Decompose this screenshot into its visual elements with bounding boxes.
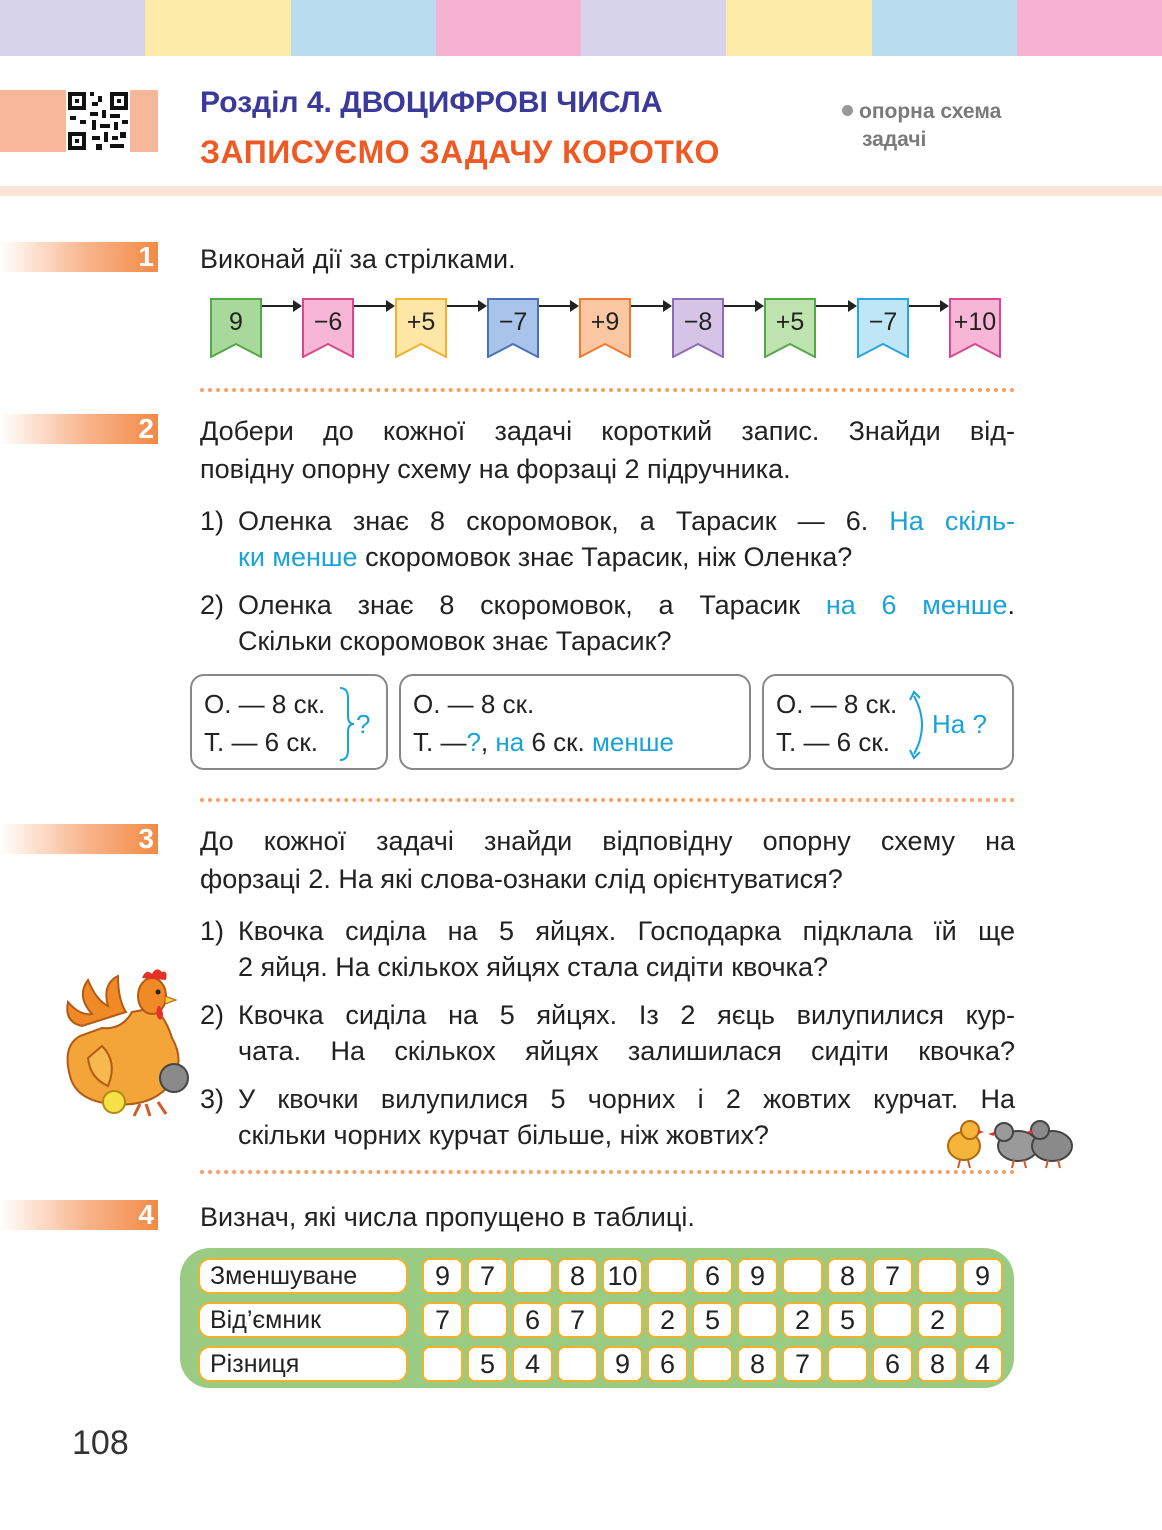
table-blank-cell[interactable] (467, 1302, 508, 1338)
top-stripe (872, 0, 1017, 56)
table-cell: 5 (827, 1302, 868, 1338)
top-stripe (726, 0, 871, 56)
task-2-problem-1-line-2 (238, 538, 852, 576)
table-blank-cell[interactable] (692, 1346, 733, 1382)
task-3-marker (0, 824, 158, 854)
table-blank-cell[interactable] (917, 1258, 958, 1294)
arrow-chain-flag[interactable] (764, 298, 816, 358)
table-cell: 7 (557, 1302, 598, 1338)
problem-text: скоромовок знає Тарасик, ніж Оленка? (365, 542, 853, 572)
flag-label: −6 (313, 308, 343, 336)
top-stripe (581, 0, 726, 56)
task-4-number: 4 (138, 1199, 154, 1230)
short-record-card-2[interactable] (399, 674, 751, 770)
hen-icon (62, 966, 196, 1118)
table-cell: 9 (602, 1346, 643, 1382)
arrow-chain-flag[interactable] (302, 298, 354, 358)
keyword-highlight: на (495, 727, 525, 757)
scheme-line-1: О. — 8 ск. (204, 689, 326, 719)
table-cell: 8 (827, 1258, 868, 1294)
table-cell: 8 (917, 1346, 958, 1382)
problem-number: 1) (200, 916, 225, 946)
page-number: 108 (72, 1424, 129, 1462)
scheme-line-2: Т. — 6 ск. (204, 727, 318, 757)
scheme-question: ? (356, 709, 371, 739)
section-title: Розділ 4. ДВОЦИФРОВІ ЧИСЛА (200, 86, 663, 119)
table-row-label: Від’ємник (198, 1302, 408, 1338)
table-blank-cell[interactable] (557, 1346, 598, 1382)
table-blank-cell[interactable] (737, 1302, 778, 1338)
table-cell: 4 (962, 1346, 1003, 1382)
table-cell: 9 (737, 1258, 778, 1294)
scheme-line-2 (413, 724, 674, 760)
keyword-line-2: задачі (862, 128, 927, 151)
qr-code-icon[interactable] (66, 90, 130, 152)
task-2-instruction-line-1: Добери до кожної задачі короткий запис. Знайди від- (200, 416, 1015, 446)
table-blank-cell[interactable] (422, 1346, 463, 1382)
table-blank-cell[interactable] (962, 1302, 1003, 1338)
dotted-divider (200, 798, 1015, 802)
table-blank-cell[interactable] (512, 1258, 553, 1294)
scheme-text: Т. — (413, 727, 467, 757)
task-1-marker (0, 242, 158, 272)
arrow-right-icon (447, 305, 485, 307)
table-cell: 6 (647, 1346, 688, 1382)
arrow-right-icon (354, 305, 393, 307)
flag-label: +5 (775, 308, 805, 336)
flag-label: 9 (229, 308, 243, 336)
table-cell: 2 (647, 1302, 688, 1338)
chicks-icon (942, 1114, 1076, 1170)
top-stripe (291, 0, 436, 56)
problem-number: 2) (200, 1000, 225, 1030)
keyword-highlight: менше (591, 727, 674, 757)
table-cell: 8 (557, 1258, 598, 1294)
scheme-text: 6 ск. (531, 727, 585, 757)
scheme-question: ? (466, 727, 481, 757)
task-3-problem-1-line-1: Квочка сиділа на 5 яйцях. Господарка підклала їй ще (238, 916, 1015, 946)
task-3-problem-2-line-2: чата. На скількох яйцях залишилася сидіти квочка? (238, 1036, 1015, 1066)
short-record-card-3[interactable] (762, 674, 1014, 770)
header-divider (0, 186, 1162, 196)
task-1-number: 1 (138, 241, 154, 272)
problem-number: 1) (200, 506, 225, 536)
task-2-instruction-line-2: повідну опорну схему на форзаці 2 підручника. (200, 454, 791, 484)
arrow-right-icon (724, 305, 762, 307)
keyword-highlight: На скіль- (889, 506, 1015, 536)
keyword-highlight: ки менше (238, 542, 358, 572)
task-3-problem-1-line-2: 2 яйця. На скількох яйцях стала сидіти квочка? (238, 952, 828, 982)
task-3-problem-2-line-1: Квочка сиділа на 5 яйцях. Із 2 яєць вилупилися кур- (238, 1000, 1015, 1030)
arrow-right-icon (262, 305, 300, 307)
problem-text: Оленка знає 8 скоромовок, а Тарасик — 6. (238, 506, 869, 536)
task-4-marker (0, 1200, 158, 1230)
table-cell: 7 (422, 1302, 463, 1338)
table-blank-cell[interactable] (782, 1258, 823, 1294)
dotted-divider (200, 1170, 1015, 1174)
scheme-line-2: Т. — 6 ск. (776, 727, 890, 757)
table-blank-cell[interactable] (647, 1258, 688, 1294)
flag-label: +5 (406, 308, 436, 336)
arrow-chain-flag[interactable] (949, 298, 1001, 358)
task-2-problem-2-line-2: Скільки скоромовок знає Тарасик? (238, 626, 672, 656)
task-3-problem-3-line-2: скільки чорних курчат більше, ніж жовтих? (238, 1120, 769, 1150)
problem-number: 2) (200, 590, 225, 620)
punctuation: , (480, 727, 489, 757)
task-3-instruction-line-2: форзаці 2. На які слова-ознаки слід орієнтуватися? (200, 864, 843, 894)
task-2-number: 2 (138, 413, 154, 444)
table-cell: 2 (782, 1302, 823, 1338)
task-2-marker (0, 414, 158, 444)
table-cell: 7 (782, 1346, 823, 1382)
problem-text: Оленка знає 8 скоромовок, а Тарасик (238, 590, 801, 620)
table-cell: 10 (602, 1258, 643, 1294)
arrow-chain-flag[interactable] (579, 298, 631, 358)
table-blank-cell[interactable] (872, 1302, 913, 1338)
double-arrow-icon (908, 690, 932, 760)
table-row-label: Зменшуване (198, 1258, 408, 1294)
table-row-label: Різниця (198, 1346, 408, 1382)
bullet-dot-icon (842, 105, 853, 116)
top-stripe (145, 0, 290, 56)
arrow-chain-flag[interactable] (395, 298, 447, 358)
table-cell: 7 (467, 1258, 508, 1294)
dotted-divider (200, 388, 1015, 392)
task-3-instruction-line-1: До кожної задачі знайди відповідну опорну схему на (200, 826, 1015, 856)
top-stripe (1017, 0, 1162, 56)
arrow-chain-flag[interactable] (672, 298, 724, 358)
task-2-problem-2-line-1 (238, 586, 1015, 624)
table-cell: 6 (692, 1258, 733, 1294)
arrow-chain-flag[interactable] (857, 298, 909, 358)
short-record-card-1[interactable] (190, 674, 388, 770)
arrow-right-icon (909, 305, 947, 307)
arrow-right-icon (539, 305, 577, 307)
top-stripe (436, 0, 581, 56)
arrow-right-icon (816, 305, 855, 307)
table-blank-cell[interactable] (602, 1302, 643, 1338)
brace-icon (338, 686, 356, 762)
keyword-line-1: опорна схема (859, 100, 1002, 123)
table-blank-cell[interactable] (827, 1346, 868, 1382)
task-3-problem-3-line-1: У квочки вилупилися 5 чорних і 2 жовтих курчат. На (238, 1084, 1015, 1114)
top-color-stripes (0, 0, 1162, 56)
task-3-number: 3 (138, 823, 154, 854)
task-2-problem-1-line-1 (238, 502, 1015, 540)
table-cell: 5 (467, 1346, 508, 1382)
keyword-note (842, 98, 1001, 154)
table-cell: 9 (422, 1258, 463, 1294)
table-cell: 2 (917, 1302, 958, 1338)
table-cell: 4 (512, 1346, 553, 1382)
arrow-chain-flag[interactable] (210, 298, 262, 358)
task-4-instruction: Визнач, які числа пропущено в таблиці. (200, 1202, 695, 1232)
flag-label: −7 (868, 308, 898, 336)
punctuation: . (1007, 590, 1015, 620)
table-cell: 5 (692, 1302, 733, 1338)
keyword-highlight: на 6 менше (825, 590, 1008, 620)
arrow-right-icon (631, 305, 670, 307)
table-cell: 6 (512, 1302, 553, 1338)
lesson-title: ЗАПИСУЄМО ЗАДАЧУ КОРОТКО (200, 134, 720, 170)
scheme-line-1: О. — 8 ск. (776, 689, 898, 719)
flag-label: +9 (590, 308, 620, 336)
table-cell: 9 (962, 1258, 1003, 1294)
problem-number: 3) (200, 1084, 225, 1114)
table-cell: 7 (872, 1258, 913, 1294)
flag-label: −7 (498, 308, 528, 336)
scheme-question: На ? (932, 709, 987, 739)
table-cell: 8 (737, 1346, 778, 1382)
task-1-instruction: Виконай дії за стрілками. (200, 244, 516, 274)
flag-label: −8 (683, 308, 713, 336)
arrow-chain-flag[interactable] (487, 298, 539, 358)
top-stripe (0, 0, 145, 56)
table-cell: 6 (872, 1346, 913, 1382)
scheme-line-1: О. — 8 ск. (413, 689, 535, 719)
flag-label: +10 (953, 308, 997, 336)
